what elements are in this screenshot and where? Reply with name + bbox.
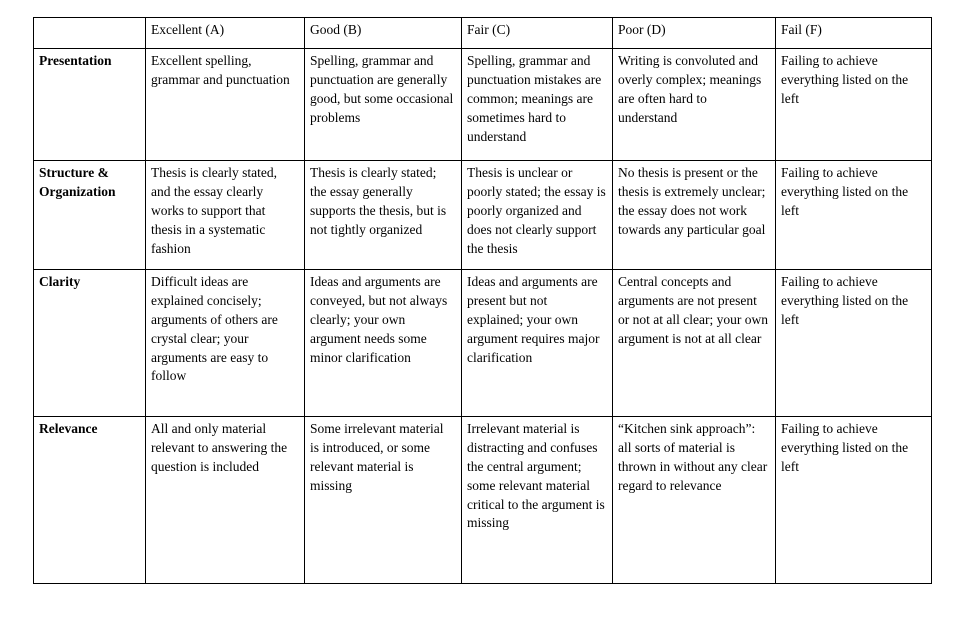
rubric-cell: Spelling, grammar and punctuation mistakes are common; meanings are sometimes hard to understand — [462, 49, 613, 161]
rubric-cell: Difficult ideas are explained concisely; arguments of others are crystal clear; your arguments are easy to follow — [146, 270, 305, 417]
row-header: Structure & Organization — [34, 161, 146, 270]
table-row — [34, 417, 932, 584]
table-row — [34, 161, 932, 270]
rubric-cell: Failing to achieve everything listed on the left — [776, 417, 932, 584]
column-header: Fail (F) — [776, 18, 932, 49]
rubric-cell: Excellent spelling, grammar and punctuation — [146, 49, 305, 161]
rubric-cell: Central concepts and arguments are not present or not at all clear; your own argument is not at all clear — [613, 270, 776, 417]
row-header: Clarity — [34, 270, 146, 417]
rubric-cell: Ideas and arguments are conveyed, but not always clearly; your own argument needs some minor clarification — [305, 270, 462, 417]
rubric-cell: Thesis is clearly stated, and the essay clearly works to support that thesis in a systematic fashion — [146, 161, 305, 270]
rubric-header-row — [34, 18, 932, 49]
rubric-body — [34, 49, 932, 584]
rubric-cell: Failing to achieve everything listed on the left — [776, 161, 932, 270]
table-row — [34, 270, 932, 417]
rubric-cell: No thesis is present or the thesis is extremely unclear; the essay does not work towards any particular goal — [613, 161, 776, 270]
column-header: Good (B) — [305, 18, 462, 49]
row-header: Relevance — [34, 417, 146, 584]
table-row — [34, 49, 932, 161]
rubric-cell: All and only material relevant to answering the question is included — [146, 417, 305, 584]
rubric-cell: Writing is convoluted and overly complex; meanings are often hard to understand — [613, 49, 776, 161]
rubric-cell: Failing to achieve everything listed on the left — [776, 270, 932, 417]
rubric-cell: Spelling, grammar and punctuation are generally good, but some occasional problems — [305, 49, 462, 161]
rubric-cell: Thesis is clearly stated; the essay generally supports the thesis, but is not tightly organized — [305, 161, 462, 270]
rubric-cell: Ideas and arguments are present but not explained; your own argument requires major clarification — [462, 270, 613, 417]
rubric-cell: Failing to achieve everything listed on the left — [776, 49, 932, 161]
rubric-cell: Irrelevant material is distracting and confuses the central argument; some relevant material critical to the argument is missing — [462, 417, 613, 584]
corner-cell — [34, 18, 146, 49]
rubric-cell: Some irrelevant material is introduced, or some relevant material is missing — [305, 417, 462, 584]
table-header-row — [34, 18, 932, 49]
row-header: Presentation — [34, 49, 146, 161]
column-header: Excellent (A) — [146, 18, 305, 49]
grading-rubric-table — [33, 17, 932, 584]
rubric-cell: “Kitchen sink approach”: all sorts of material is thrown in without any clear regard to relevance — [613, 417, 776, 584]
column-header: Poor (D) — [613, 18, 776, 49]
rubric-cell: Thesis is unclear or poorly stated; the essay is poorly organized and does not clearly support the thesis — [462, 161, 613, 270]
column-header: Fair (C) — [462, 18, 613, 49]
